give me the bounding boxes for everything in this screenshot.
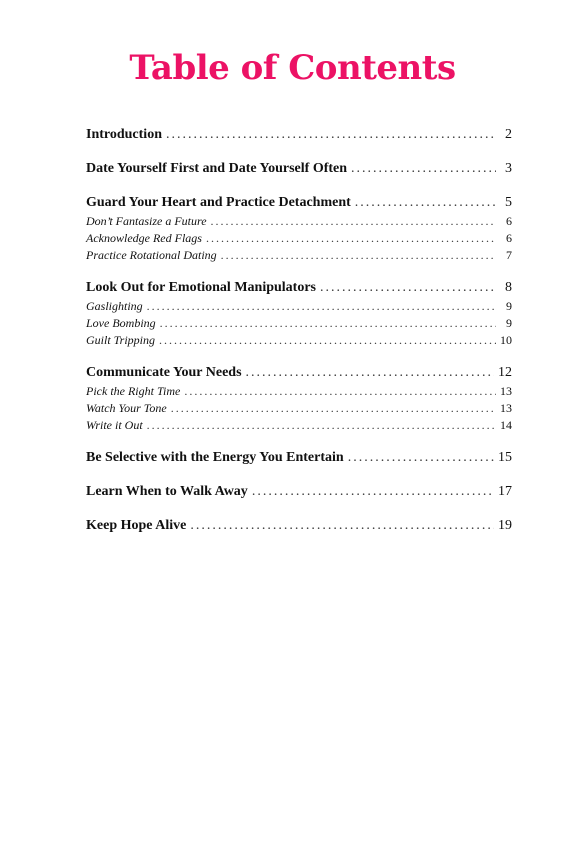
dot-leader [190, 515, 494, 536]
toc-section [86, 481, 512, 502]
toc-subentry[interactable] [86, 213, 512, 230]
toc-subentry-page-number: 7 [506, 248, 512, 262]
toc-subentry[interactable] [86, 332, 512, 349]
toc-subentry-title: Guilt Tripping [86, 333, 156, 347]
toc-subentry-page-number: 13 [500, 401, 512, 415]
toc-subentry[interactable] [86, 247, 512, 264]
toc-subentry-page-number: 14 [500, 418, 512, 432]
toc-subentry-page-number: 9 [506, 316, 512, 330]
toc-subentry-page-number: 6 [506, 231, 512, 245]
toc-entry-page-number: 19 [498, 518, 512, 533]
table-of-contents [86, 124, 512, 549]
toc-subentry-title: Watch Your Tone [86, 401, 167, 415]
dot-leader [252, 481, 494, 502]
toc-entry-title: Introduction [86, 127, 162, 142]
toc-entry[interactable] [86, 515, 512, 536]
toc-subentry-title: Love Bombing [86, 316, 156, 330]
toc-entry-page-number: 17 [498, 484, 512, 499]
toc-entry-title: Be Selective with the Energy You Entertain [86, 450, 344, 465]
toc-entry[interactable] [86, 124, 512, 145]
dot-leader [355, 192, 496, 213]
toc-section [86, 515, 512, 536]
dot-leader [246, 362, 494, 383]
toc-subentry-page-number: 6 [506, 214, 512, 228]
toc-entry-title: Date Yourself First and Date Yourself Often [86, 161, 348, 176]
dot-leader [171, 400, 496, 417]
toc-entry-page-number: 5 [505, 195, 512, 210]
dot-leader [160, 315, 496, 332]
toc-section [86, 362, 512, 434]
toc-subentry-title: Don’t Fantasize a Future [86, 214, 207, 228]
dot-leader [166, 124, 496, 145]
toc-section [86, 124, 512, 145]
toc-entry[interactable] [86, 481, 512, 502]
dot-leader [184, 383, 496, 400]
toc-entry-title: Communicate Your Needs [86, 365, 242, 380]
toc-entry[interactable] [86, 192, 512, 213]
toc-subentry-title: Gaslighting [86, 299, 143, 313]
toc-subentry-page-number: 13 [500, 384, 512, 398]
toc-entry[interactable] [86, 158, 512, 179]
toc-entry-title: Keep Hope Alive [86, 518, 187, 533]
toc-subentry[interactable] [86, 383, 512, 400]
toc-subentry-title: Write it Out [86, 418, 143, 432]
dot-leader [206, 230, 496, 247]
toc-subentry-title: Acknowledge Red Flags [86, 231, 202, 245]
toc-subentry-page-number: 9 [506, 299, 512, 313]
toc-entry-page-number: 12 [498, 365, 512, 380]
toc-entry-page-number: 8 [505, 280, 512, 295]
toc-subentry[interactable] [86, 230, 512, 247]
toc-subentry-title: Practice Rotational Dating [86, 248, 217, 262]
toc-section [86, 192, 512, 264]
toc-section [86, 447, 512, 468]
toc-entry-page-number: 3 [505, 161, 512, 176]
toc-subentry[interactable] [86, 400, 512, 417]
toc-entry[interactable] [86, 277, 512, 298]
toc-entry-title: Learn When to Walk Away [86, 484, 248, 499]
toc-subentry[interactable] [86, 315, 512, 332]
dot-leader [348, 447, 494, 468]
toc-section [86, 277, 512, 349]
dot-leader [351, 158, 496, 179]
dot-leader [147, 298, 496, 315]
dot-leader [159, 332, 496, 349]
dot-leader [221, 247, 496, 264]
toc-entry-page-number: 15 [498, 450, 512, 465]
dot-leader [211, 213, 496, 230]
toc-entry[interactable] [86, 447, 512, 468]
toc-subentry[interactable] [86, 417, 512, 434]
toc-entry-page-number: 2 [505, 127, 512, 142]
toc-subentry-title: Pick the Right Time [86, 384, 181, 398]
toc-subentry-page-number: 10 [500, 333, 512, 347]
toc-entry-title: Look Out for Emotional Manipulators [86, 280, 316, 295]
dot-leader [320, 277, 496, 298]
toc-subentry[interactable] [86, 298, 512, 315]
toc-entry[interactable] [86, 362, 512, 383]
toc-entry-title: Guard Your Heart and Practice Detachment [86, 195, 351, 210]
page-title: Table of Contents [129, 48, 456, 88]
dot-leader [147, 417, 496, 434]
toc-section [86, 158, 512, 179]
